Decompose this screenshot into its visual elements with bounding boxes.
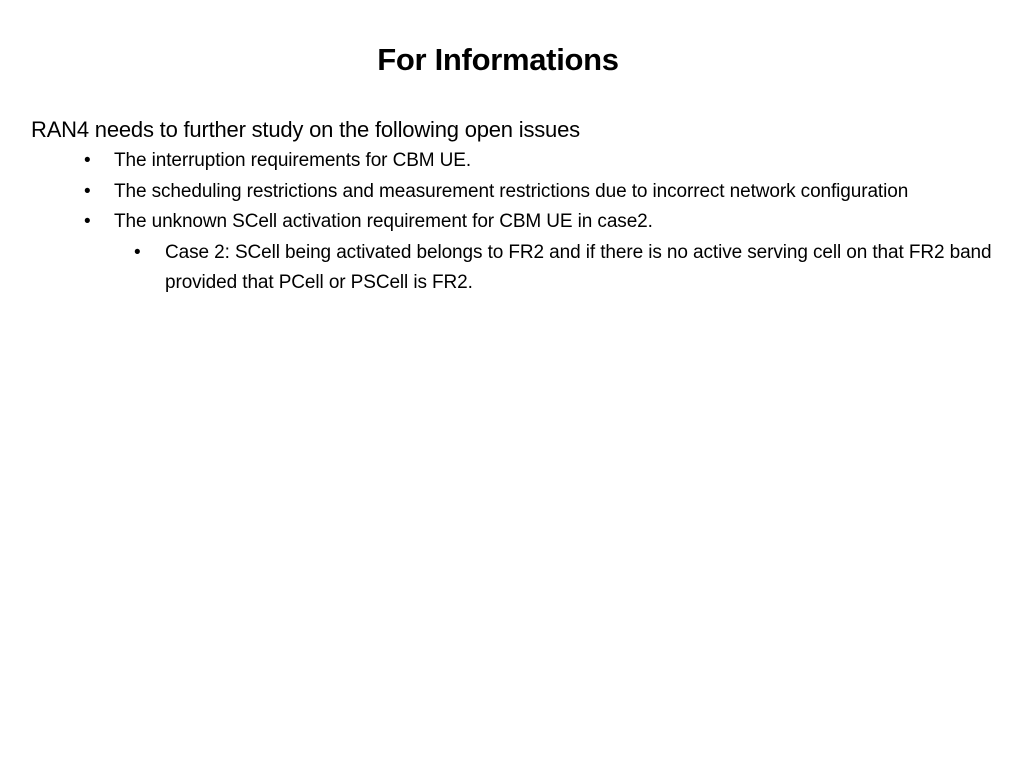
bullet-item-text: The unknown SCell activation requirement for CBM UE in case2. bbox=[114, 211, 653, 232]
sub-bullet-list bbox=[114, 238, 1006, 299]
bullet-item-text: The scheduling restrictions and measurement restrictions due to incorrect network configuration bbox=[114, 180, 909, 202]
slide-body bbox=[31, 114, 1006, 299]
bullet-icon: • bbox=[134, 241, 141, 263]
bullet-icon: • bbox=[84, 211, 91, 232]
sub-bullet-item-text: Case 2: SCell being activated belongs to FR2 and if there is no active serving cell on that FR2 band provided that PCell or PSCell is FR2. bbox=[165, 241, 992, 293]
bullet-icon: • bbox=[84, 150, 91, 171]
sub-bullet-item-case2 bbox=[114, 238, 1006, 299]
bullet-list bbox=[31, 146, 1006, 299]
bullet-item-interruption bbox=[31, 146, 1006, 177]
bullet-item-text: The interruption requirements for CBM UE. bbox=[114, 150, 472, 171]
lead-paragraph: RAN4 needs to further study on the following open issues bbox=[31, 117, 580, 142]
bullet-icon: • bbox=[84, 180, 91, 202]
bullet-item-scell-activation bbox=[31, 207, 1006, 299]
slide-title: For Informations bbox=[377, 42, 619, 77]
bullet-item-scheduling bbox=[31, 177, 1006, 208]
